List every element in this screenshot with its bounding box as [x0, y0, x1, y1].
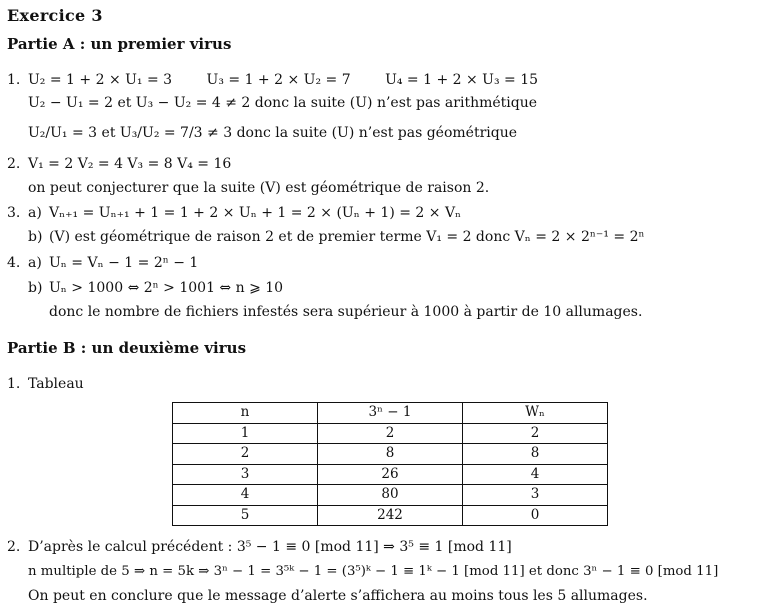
- q3b: (V) est géométrique de raison 2 et de premier terme V₁ = 2 donc Vₙ = 2 × 2ⁿ⁻¹ = 2ⁿ: [49, 229, 645, 245]
- table-cell: 80: [318, 485, 463, 506]
- table-cell: 0: [463, 505, 608, 526]
- q2-multiple: n multiple de 5 ⇒ n = 5k ⇒ 3ⁿ − 1 = 3⁵ᵏ − 1 = (3⁵)ᵏ − 1 ≡ 1ᵏ − 1 [mod 11] et donc 3ⁿ − 1 ≡ 0 [mod 11]: [28, 564, 719, 579]
- table-header: n: [173, 403, 318, 424]
- table-cell: 4: [463, 464, 608, 485]
- partie-b-heading: Partie B : un deuxième virus: [7, 339, 247, 357]
- q2-values: V₁ = 2 V₂ = 4 V₃ = 8 V₄ = 16: [28, 156, 232, 172]
- q2-conjecture: on peut conjecturer que la suite (V) est géométrique de raison 2.: [28, 180, 490, 196]
- table-cell: 2: [463, 423, 608, 444]
- q1-u3: U₃ = 1 + 2 × U₂ = 7: [206, 72, 351, 88]
- q1-u4: U₄ = 1 + 2 × U₃ = 15: [385, 72, 539, 88]
- table-header: 3ⁿ − 1: [318, 403, 463, 424]
- table-cell: 5: [173, 505, 318, 526]
- q2-calcul: D’après le calcul précédent : 3⁵ − 1 ≡ 0 [mod 11] ⇒ 3⁵ ≡ 1 [mod 11]: [28, 539, 512, 555]
- table-cell: 242: [318, 505, 463, 526]
- table-row: [173, 444, 608, 465]
- exercise-title: Exercice 3: [7, 6, 103, 25]
- table-cell: 26: [318, 464, 463, 485]
- table-cell: 3: [173, 464, 318, 485]
- q1-arithmetic: U₂ − U₁ = 2 et U₃ − U₂ = 4 ≠ 2 donc la suite (U) n’est pas arithmétique: [28, 95, 538, 111]
- partie-a-heading: Partie A : un premier virus: [7, 35, 232, 53]
- table-header: Wₙ: [463, 403, 608, 424]
- q2-conclusion: On peut en conclure que le message d’alerte s’affichera au moins tous les 5 allumages.: [28, 588, 648, 604]
- q4b: Uₙ > 1000 ⇔ 2ⁿ > 1001 ⇔ n ⩾ 10: [49, 280, 284, 296]
- q4b-conclusion: donc le nombre de fichiers infestés sera supérieur à 1000 à partir de 10 allumages.: [49, 304, 643, 320]
- table-cell: 4: [173, 485, 318, 506]
- q1-tableau-label: Tableau: [28, 376, 84, 392]
- table-cell: 1: [173, 423, 318, 444]
- table-cell: 8: [463, 444, 608, 465]
- table-cell: 8: [318, 444, 463, 465]
- q3a: Vₙ₊₁ = Uₙ₊₁ + 1 = 1 + 2 × Uₙ + 1 = 2 × (Uₙ + 1) = 2 × Vₙ: [49, 205, 462, 221]
- table-cell: 2: [173, 444, 318, 465]
- values-table: [172, 402, 608, 526]
- table-row: [173, 505, 608, 526]
- table-row: [173, 423, 608, 444]
- table-cell: 2: [318, 423, 463, 444]
- q1-geometric: U₂/U₁ = 3 et U₃/U₂ = 7/3 ≠ 3 donc la suite (U) n’est pas géométrique: [28, 125, 518, 141]
- q4a: Uₙ = Vₙ − 1 = 2ⁿ − 1: [49, 255, 199, 271]
- table-cell: 3: [463, 485, 608, 506]
- table-header-row: [173, 403, 608, 424]
- table-row: [173, 464, 608, 485]
- q1-u2: U₂ = 1 + 2 × U₁ = 3: [28, 72, 173, 88]
- table-row: [173, 485, 608, 506]
